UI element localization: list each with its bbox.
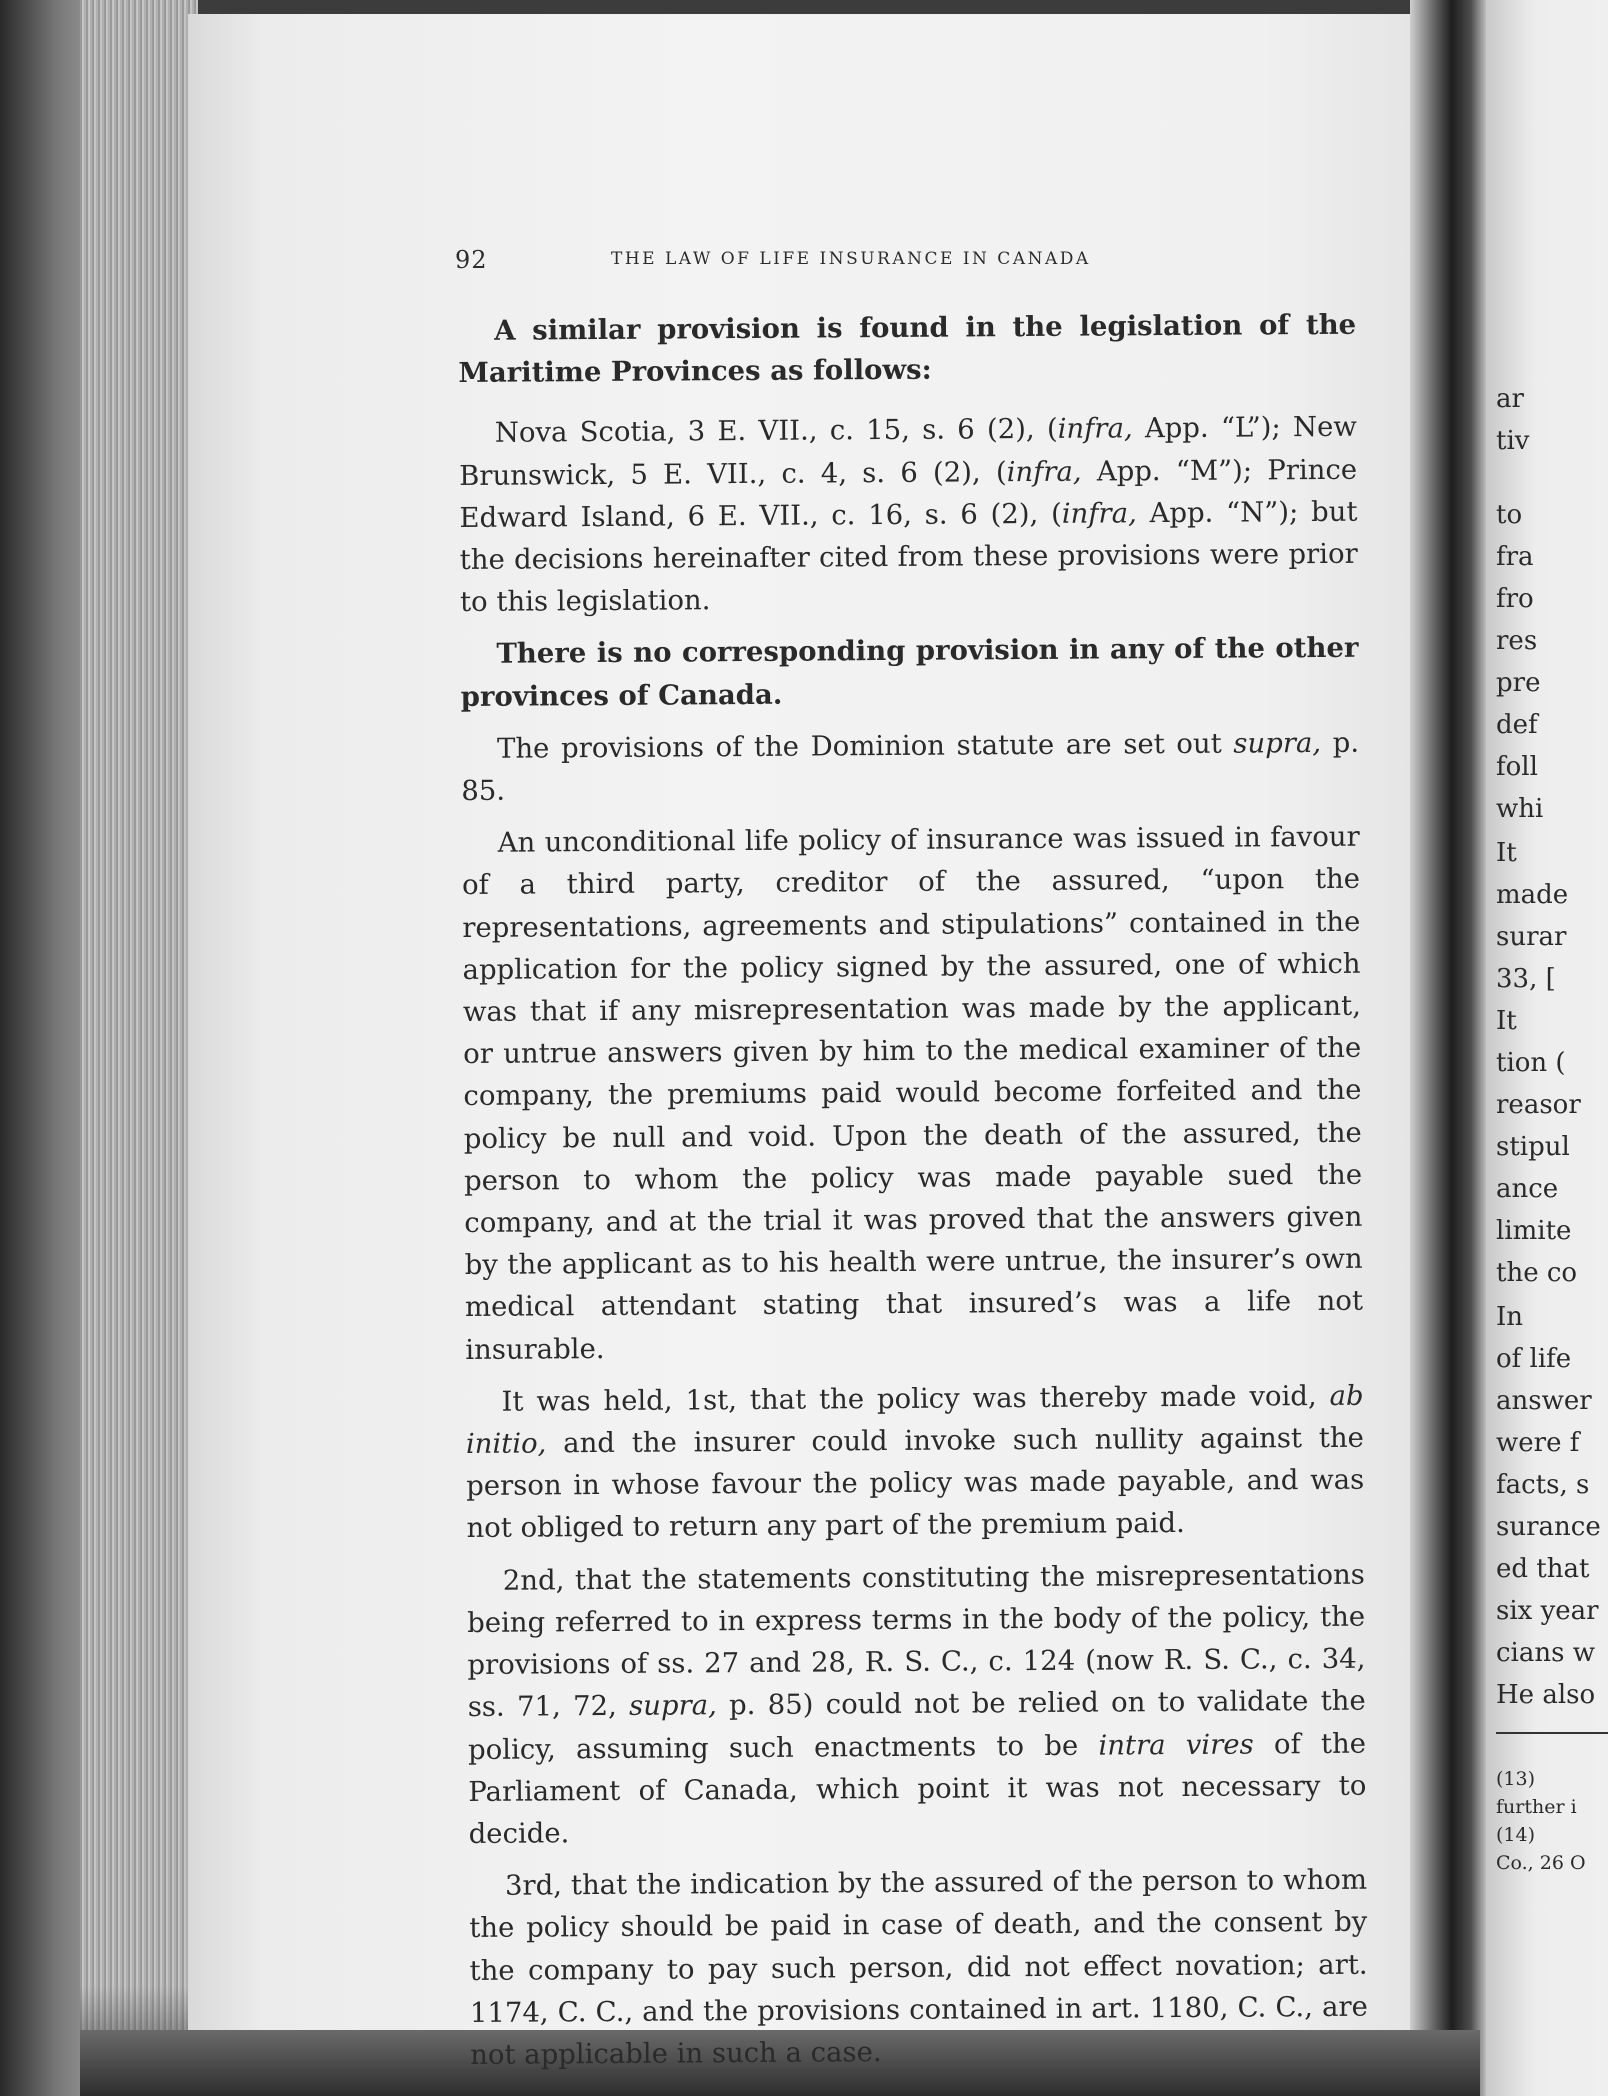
running-head: THE LAW OF LIFE INSURANCE IN CANADA <box>611 249 1091 269</box>
facing-fragment: answer <box>1496 1386 1592 1416</box>
facing-fragment: res <box>1496 626 1538 656</box>
book-binding <box>0 0 80 2096</box>
facing-fragment: facts, s <box>1496 1470 1590 1500</box>
facing-fragment: fra <box>1496 542 1534 572</box>
facing-fragment: of life <box>1496 1344 1572 1374</box>
facing-fragment: tiv <box>1496 426 1530 456</box>
facing-fragment: to <box>1496 500 1523 530</box>
facing-fragment: surance <box>1496 1512 1601 1542</box>
book-gutter <box>1410 0 1486 2096</box>
facing-fragment: surar <box>1496 922 1567 952</box>
facing-page-text <box>1496 380 1608 1880</box>
footnote-rule <box>1496 1732 1608 1734</box>
facing-fragment: ed that <box>1496 1554 1590 1584</box>
footnote-fragment: Co., 26 O <box>1496 1852 1586 1874</box>
facing-fragment: whi <box>1496 794 1544 824</box>
facing-fragment: It <box>1496 838 1517 868</box>
facing-fragment: def <box>1496 710 1538 740</box>
page-header <box>455 246 1335 286</box>
paragraph: Nova Scotia, 3 E. VII., c. 15, s. 6 (2), (infra, App. “L”); New Brunswick, 5 E. VII., c. 4, s. 6 (2), (infra, App. “M”); Prince Edward Island, 6 E. VII., c. 16, s. 6 (2), (infra, App. “N”); but the decisions hereinafter cited from these provisions were prior to this legislation. <box>459 411 1358 619</box>
page-number: 92 <box>455 246 488 274</box>
facing-fragment: six year <box>1496 1596 1599 1626</box>
paragraph: 2nd, that the statements constituting the misrepresentations being referred to in express terms in the body of the policy, the provisions of ss. 27 and 28, R. S. C., c. 124 (now R. S. C., c. 34, ss. 71, 72, supra, p. 85) could not be relied on to validate the policy, assuming such enactments to be intra vires of the Parliament of Canada, which point it was not necessary to decide. <box>467 1558 1367 1850</box>
footnote-fragment: (13) <box>1496 1768 1536 1790</box>
facing-fragment: 33, [ <box>1496 964 1556 994</box>
facing-fragment: tion ( <box>1496 1048 1566 1078</box>
facing-fragment: were f <box>1496 1428 1580 1458</box>
facing-fragment: stipul <box>1496 1132 1570 1162</box>
facing-fragment: In <box>1496 1302 1524 1332</box>
paragraph: The provisions of the Dominion statute are set out supra, p. 85. <box>461 726 1360 808</box>
facing-fragment: foll <box>1496 752 1538 782</box>
paragraph: There is no corresponding provision in any of the other provinces of Canada. <box>460 632 1359 713</box>
facing-fragment: ar <box>1496 384 1524 414</box>
page-edges <box>80 0 198 2096</box>
paragraph: 3rd, that the indication by the assured of the person to whom the policy should be paid in case of death, and the consent by the company to pay such person, did not effect novation; art. 1174, C. C., and the provisions contained in art. 1180, C. C., are not applicable in such a case. <box>469 1863 1368 2071</box>
paragraph: An unconditional life policy of insurance was issued in favour of a third party, creditor of the assured, “upon the representations, agreements and stipulations” contained in the application for the policy signed by the assured, one of which was that if any misrepresentation was made by the applicant, or untrue answers given by him to the medical examiner of the company, the premiums paid would become forfeited and the policy be null and void. Upon the death of the assured, the person to whom the policy was made payable sued the company, and at the trial it was proved that the answers given by the applicant as to his health were untrue, the insurer’s own medical attendant stating that insured’s was a life not insurable. <box>461 820 1364 1366</box>
facing-fragment: the co <box>1496 1258 1578 1288</box>
facing-fragment: ance <box>1496 1174 1559 1204</box>
facing-fragment: cians w <box>1496 1638 1595 1668</box>
facing-fragment: He also <box>1496 1680 1596 1710</box>
paragraph: It was held, 1st, that the policy was thereby made void, ab initio, and the insurer could invoke such nullity against the person in whose favour the policy was made payable, and was not obliged to return any part of the premium paid. <box>465 1379 1365 1545</box>
paragraph: A similar provision is found in the legislation of the Maritime Provinces as follows: <box>458 308 1357 390</box>
footnote-fragment: (14) <box>1496 1824 1536 1846</box>
body-text <box>458 304 1368 2086</box>
footnote-fragment: further i <box>1496 1796 1577 1818</box>
facing-fragment: fro <box>1496 584 1534 614</box>
facing-fragment: pre <box>1496 668 1541 698</box>
facing-fragment: It <box>1496 1006 1517 1036</box>
facing-fragment: reasor <box>1496 1090 1581 1120</box>
facing-fragment: limite <box>1496 1216 1572 1246</box>
facing-fragment: made <box>1496 880 1569 910</box>
